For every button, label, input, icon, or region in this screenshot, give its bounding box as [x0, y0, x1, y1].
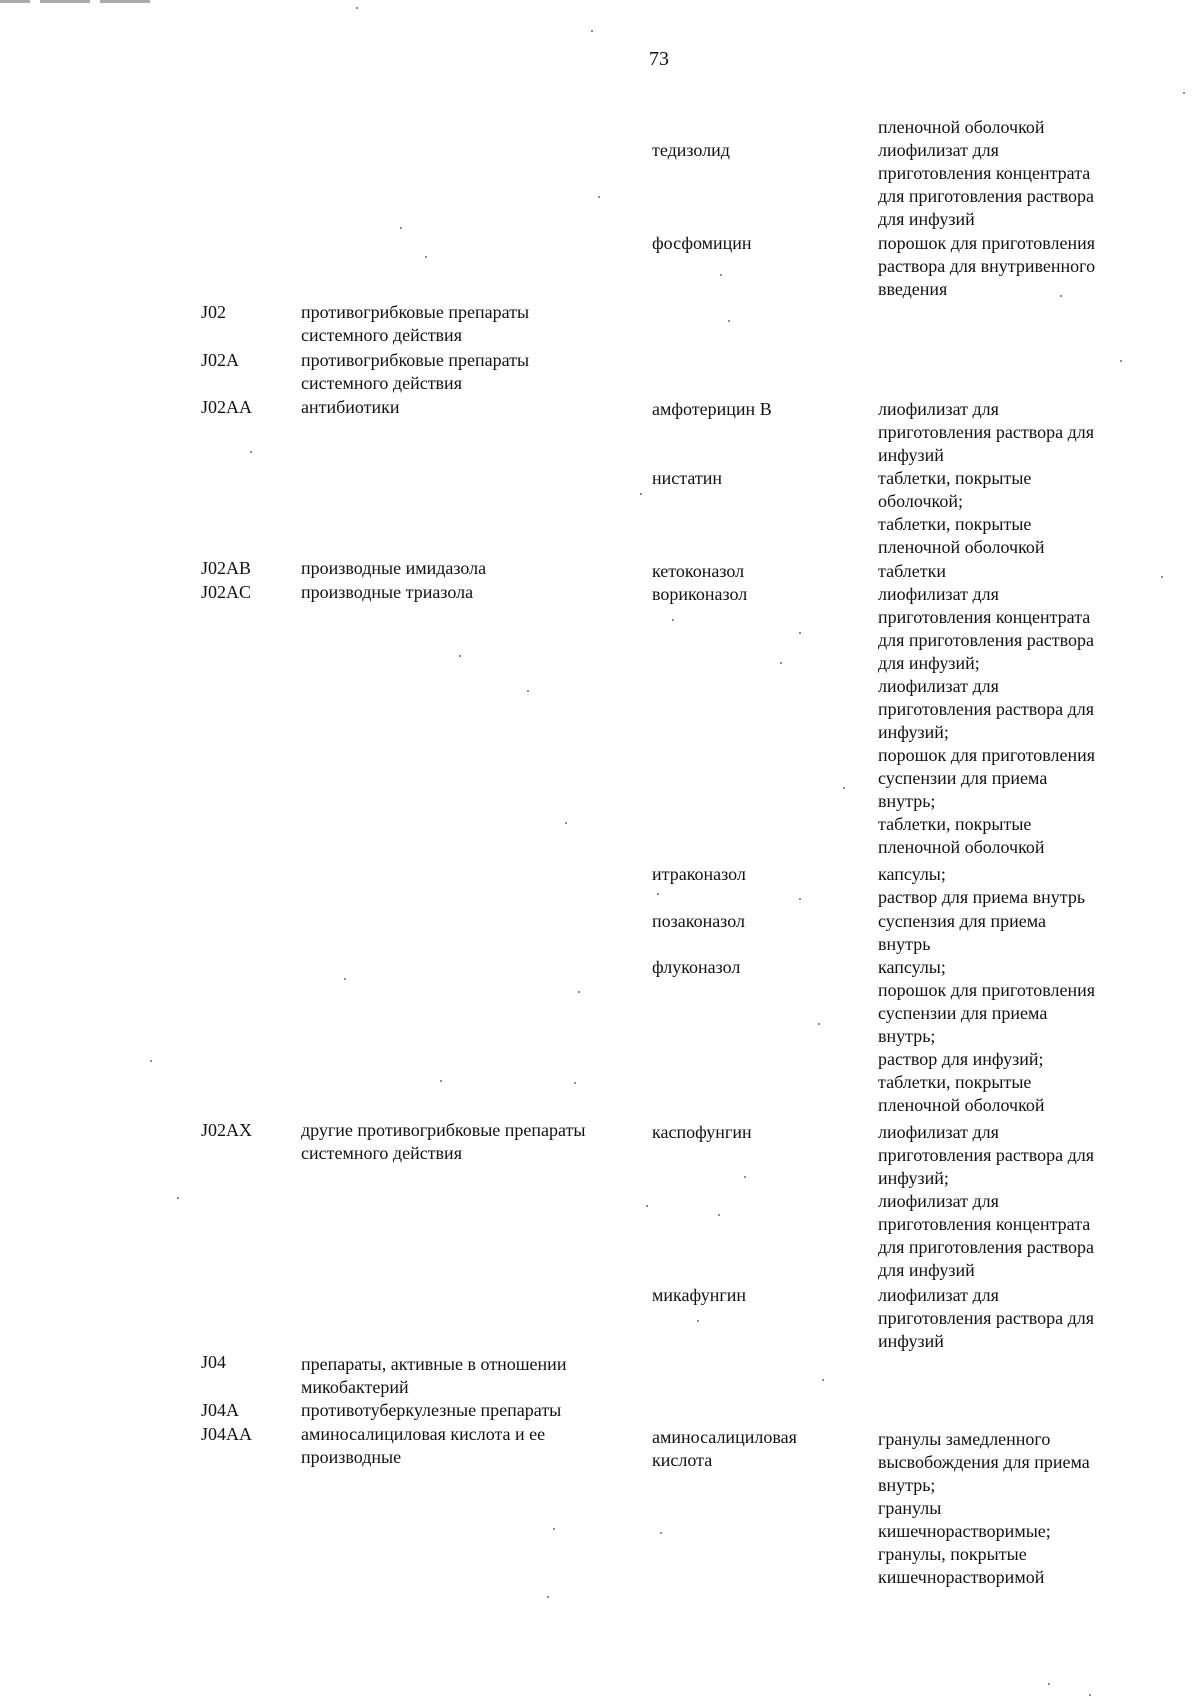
- dosage-form-line: гранулы: [878, 1498, 942, 1518]
- dosage-form-line: лиофилизат для: [878, 140, 999, 160]
- dosage-form-line: суспензии для приема: [878, 1003, 1048, 1023]
- atc-code-line: J04: [201, 1352, 227, 1372]
- drug-name-line: фосфомицин: [652, 233, 752, 253]
- dosage-form-line: пленочной оболочкой: [878, 1095, 1045, 1115]
- scan-edge-mark: [0, 0, 150, 3]
- scan-speck: [718, 1214, 720, 1216]
- drug-name-line: каспофунгин: [652, 1122, 752, 1142]
- atc-code-line: J02: [201, 302, 227, 322]
- dosage-form-line: порошок для приготовления: [878, 980, 1096, 1000]
- dosage-form-line: лиофилизат для: [878, 676, 999, 696]
- dosage-form-line: гранулы замедленного: [878, 1429, 1051, 1449]
- scan-speck: [780, 662, 782, 664]
- dosage-form-line: для инфузий: [878, 209, 975, 229]
- scan-speck: [578, 991, 580, 993]
- dosage-form-line: внутрь;: [878, 1026, 936, 1046]
- scan-speck: [799, 632, 801, 634]
- drug-name-line: итраконазол: [652, 864, 746, 884]
- scan-speck: [150, 1060, 152, 1062]
- atc-group-name-line: системного действия: [301, 325, 462, 345]
- drug-name-line: микафунгин: [652, 1285, 746, 1305]
- drug-name-line: аминосалициловая: [652, 1427, 797, 1447]
- dosage-form-line: для инфузий;: [878, 653, 980, 673]
- scan-speck: [640, 493, 642, 495]
- dosage-form-line: таблетки, покрытые: [878, 1072, 1032, 1092]
- drug-name-line: флуконазол: [652, 957, 741, 977]
- dosage-form-line: внутрь;: [878, 1475, 936, 1495]
- dosage-form-line: оболочкой;: [878, 491, 963, 511]
- dosage-form-line: суспензии для приема: [878, 768, 1048, 788]
- drug-name-line: кетоконазол: [652, 561, 745, 581]
- dosage-form-line: раствор для инфузий;: [878, 1049, 1044, 1069]
- atc-group-name-line: микобактерий: [301, 1377, 409, 1397]
- dosage-form-line: приготовления раствора для: [878, 1145, 1094, 1165]
- scan-speck: [344, 978, 346, 980]
- atc-group-name-line: противогрибковые препараты: [301, 302, 530, 322]
- dosage-form-line: лиофилизат для: [878, 584, 999, 604]
- dosage-form-line: приготовления раствора для: [878, 422, 1094, 442]
- scan-speck: [591, 30, 593, 32]
- scan-speck: [744, 1176, 746, 1178]
- scan-speck: [799, 898, 801, 900]
- dosage-form-line: пленочной оболочкой: [878, 537, 1045, 557]
- atc-group-name-line: аминосалициловая кислота и ее: [301, 1424, 546, 1444]
- dosage-form-line: лиофилизат для: [878, 1122, 999, 1142]
- scan-speck: [1120, 360, 1122, 362]
- scan-speck: [1089, 1694, 1091, 1696]
- scan-speck: [657, 893, 659, 895]
- dosage-form-line: лиофилизат для: [878, 1191, 999, 1211]
- drug-name-line: амфотерицин В: [652, 399, 772, 419]
- scan-speck: [459, 655, 461, 657]
- scan-speck: [818, 1023, 820, 1025]
- dosage-form-line: порошок для приготовления: [878, 745, 1096, 765]
- dosage-form-line: гранулы, покрытые: [878, 1544, 1027, 1564]
- dosage-form-line: раствора для внутривенного: [878, 256, 1096, 276]
- atc-group-name-line: противотуберкулезные препараты: [301, 1400, 562, 1420]
- dosage-form-line: для приготовления раствора: [878, 630, 1094, 650]
- page-number: 73: [649, 48, 669, 70]
- scan-speck: [440, 1080, 442, 1082]
- dosage-form-line: приготовления раствора для: [878, 699, 1094, 719]
- atc-code-line: J04AA: [201, 1424, 253, 1444]
- scan-speck: [672, 619, 674, 621]
- dosage-form-line: инфузий;: [878, 1168, 949, 1188]
- scan-speck: [1183, 92, 1185, 94]
- drug-name-line: позаконазол: [652, 911, 745, 931]
- scan-speck: [843, 787, 845, 789]
- scan-speck: [574, 1082, 576, 1084]
- drug-name-line: кислота: [652, 1450, 713, 1470]
- dosage-form-line: внутрь;: [878, 791, 936, 811]
- scan-speck: [527, 690, 529, 692]
- dosage-form-line: капсулы;: [878, 957, 946, 977]
- dosage-form-line: приготовления концентрата: [878, 1214, 1091, 1234]
- atc-group-name-line: другие противогрибковые препараты: [301, 1120, 586, 1140]
- scan-speck: [553, 1528, 555, 1530]
- dosage-form-line: таблетки, покрытые: [878, 814, 1032, 834]
- scan-speck: [728, 320, 730, 322]
- atc-code-line: J04A: [201, 1400, 240, 1420]
- dosage-form-line: капсулы;: [878, 864, 946, 884]
- atc-code-line: J02AX: [201, 1120, 253, 1140]
- scan-speck: [425, 256, 427, 258]
- dosage-form-line: внутрь: [878, 934, 931, 954]
- scan-speck: [697, 1320, 699, 1322]
- dosage-form-line: приготовления концентрата: [878, 607, 1091, 627]
- scan-speck: [565, 822, 567, 824]
- dosage-form-line: инфузий: [878, 445, 944, 465]
- scan-speck: [1048, 1683, 1050, 1685]
- scan-speck: [822, 1379, 824, 1381]
- dosage-form-line: раствор для приема внутрь: [878, 887, 1086, 907]
- scan-speck: [1060, 295, 1062, 297]
- drug-name-line: тедизолид: [652, 140, 730, 160]
- atc-group-name-line: противогрибковые препараты: [301, 350, 530, 370]
- atc-code-line: J02A: [201, 350, 240, 370]
- dosage-form-line: приготовления концентрата: [878, 163, 1091, 183]
- scan-speck: [356, 7, 358, 9]
- scan-speck: [400, 227, 402, 229]
- dosage-form-line: введения: [878, 279, 948, 299]
- atc-group-name-line: производные: [301, 1447, 402, 1467]
- dosage-form-line: лиофилизат для: [878, 1285, 999, 1305]
- atc-group-name-line: производные имидазола: [301, 558, 487, 578]
- atc-group-name-line: антибиотики: [301, 397, 400, 417]
- scan-speck: [598, 196, 600, 198]
- dosage-form-line: порошок для приготовления: [878, 233, 1096, 253]
- atc-group-name-line: системного действия: [301, 373, 462, 393]
- dosage-form-line: высвобождения для приема: [878, 1452, 1090, 1472]
- scan-speck: [660, 1532, 662, 1534]
- dosage-form-line: для приготовления раствора: [878, 1237, 1094, 1257]
- dosage-form-line: таблетки: [878, 561, 947, 581]
- atc-group-name-line: препараты, активные в отношении: [301, 1354, 567, 1374]
- drug-name-line: вориконазол: [652, 584, 748, 604]
- dosage-form-line: для приготовления раствора: [878, 186, 1094, 206]
- dosage-form-line: суспензия для приема: [878, 911, 1046, 931]
- dosage-form-line: кишечнорастворимые;: [878, 1521, 1051, 1541]
- atc-code-line: J02AC: [201, 582, 252, 602]
- atc-code-line: J02AB: [201, 558, 252, 578]
- scan-speck: [646, 1205, 648, 1207]
- dosage-form-line: таблетки, покрытые: [878, 514, 1032, 534]
- dosage-form-line: лиофилизат для: [878, 399, 999, 419]
- scan-speck: [720, 274, 722, 276]
- atc-code-line: J02AA: [201, 397, 253, 417]
- scan-speck: [177, 1197, 179, 1199]
- drug-name-line: нистатин: [652, 468, 722, 488]
- scan-speck: [1161, 576, 1163, 578]
- dosage-form-line: пленочной оболочкой: [878, 117, 1045, 137]
- dosage-form-line: пленочной оболочкой: [878, 837, 1045, 857]
- dosage-form-line: приготовления раствора для: [878, 1308, 1094, 1328]
- scan-speck: [250, 451, 252, 453]
- dosage-form-line: для инфузий: [878, 1260, 975, 1280]
- atc-group-name-line: производные триазола: [301, 582, 474, 602]
- dosage-form-line: инфузий: [878, 1331, 944, 1351]
- scan-speck: [547, 1596, 549, 1598]
- dosage-form-line: инфузий;: [878, 722, 949, 742]
- dosage-form-line: таблетки, покрытые: [878, 468, 1032, 488]
- atc-group-name-line: системного действия: [301, 1143, 462, 1163]
- dosage-form-line: кишечнорастворимой: [878, 1567, 1045, 1587]
